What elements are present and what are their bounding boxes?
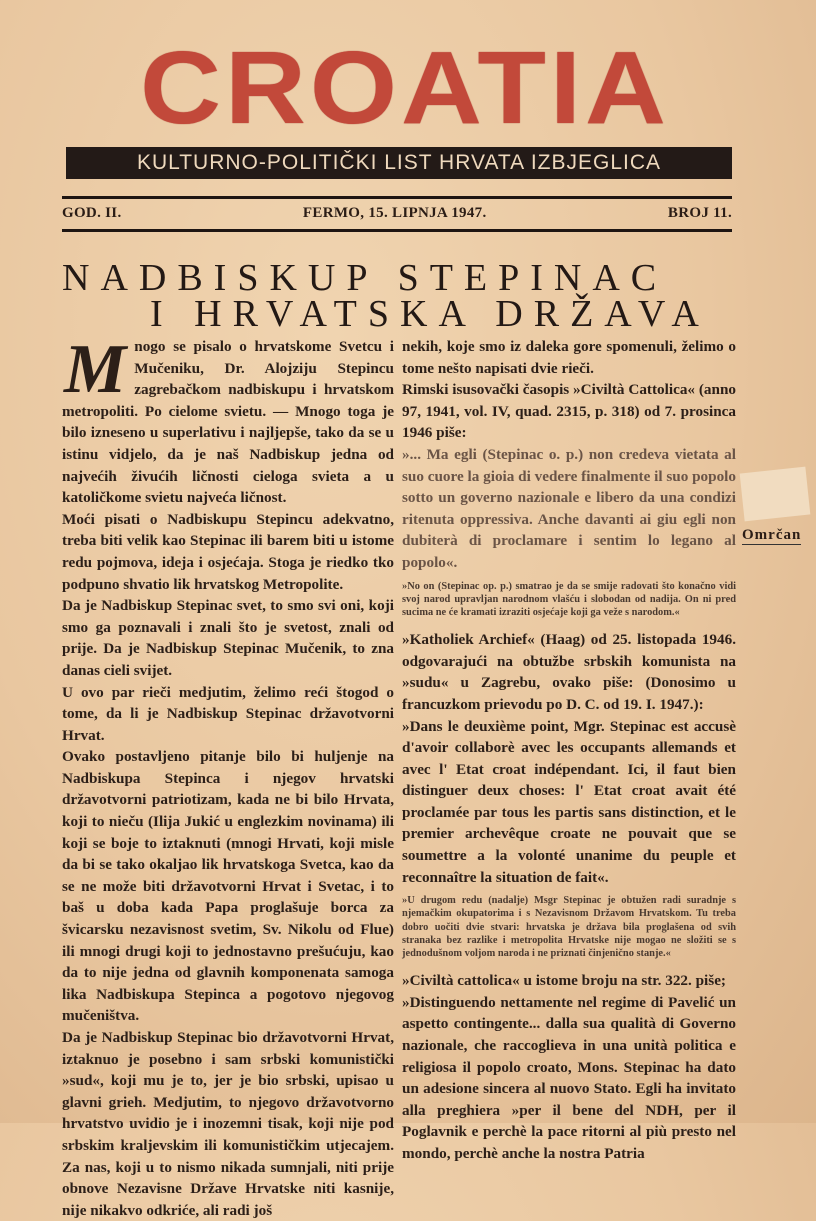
paper-damage-patch: [740, 467, 811, 522]
paragraph: Ovako postavljeno pitanje bilo bi huljenje na Nadbiskupa Stepinca i njegov hrvatski državotvorni patriotizam, kada ne bi bilo Hrvata, koji to nieču (Ilija Jukić u englezkim novinama) ili koji se boje to iztaknuti (mnogi Hrvati, koji misle da bi se tako okaljao lik hrvatskoga Svetca, kao da se ne može biti državotvorni Hrvat i Svetac, i to baš u doba kada Papa proglašuje borca za švicarsku nezavisnost svetim, Sv. Nikolu od Flue) ili mnogi drugi koji to jednostavno prešućuju, kao da to nije jedna od glavnih komponenata samoga lika Nadbiskupa Stepinca a pogotovo njegovog mučeništva.: [62, 748, 394, 1025]
quote-italian: »Distinguendo nettamente nel regime di Pavelić un aspetto contingente... dalla sua qualità di Governo nazionale, che raccoglieva in una unità politica e religiosa il popolo croato, Mons. Stepinac ha dato un adesione sincera al nuovo Stato. Egli ha invitato alla preghiera »per il bene del NDH, per il Poglavnik e perchè la pace ritorni al più presto nel mondo, perchè anche la nostra Patria: [402, 993, 736, 1163]
issue-number: BROJ 11.: [667, 205, 732, 221]
paragraph: nekih, koje smo iz daleka gore spomenuli, želimo o tome nešto napisati dvie rieči.: [402, 338, 736, 377]
paragraph: U ovo par rieči medjutim, želimo reći štogod o tome, da li je Nadbiskup Stepinac državotvorni Hrvat.: [62, 683, 394, 744]
paragraph: [62, 331, 394, 509]
volume: GOD. II.: [62, 205, 122, 221]
masthead-subtitle-banner: KULTURNO-POLITIČKI LIST HRVATA IZBJEGLICA: [66, 147, 732, 179]
drop-cap: M: [64, 331, 127, 408]
article-column-left: [62, 331, 394, 1221]
paragraph: Rimski isusovački časopis »Civiltà Cattolica« (anno 97, 1941, vol. IV, quad. 2315, p. 318) od 7. prosinca 1946 piše:: [402, 381, 736, 442]
issue-meta: [62, 205, 732, 222]
divider: [62, 196, 732, 199]
pasted-fragment: Omrčan: [742, 527, 802, 543]
article-column-right: [402, 336, 736, 1165]
translation-note: »U drugom redu (nadalje) Msgr Stepinac je obtužen radi suradnje s njemačkim okupatorima i s Nezavisnom Državom Hrvatskom. Tu treba dobro uočiti dvie stvari: hrvatska je država bila proglašena od svih stranaka bez razlike i metropolita Hrvatske nije mogao ne složiti se s jednodušnom voljom naroda i ne priznati činjenično stanje.«: [402, 895, 736, 960]
paragraph-text: nogo se pisalo o hrvatskome Svetcu i Mučeniku, Dr. Alojziju Stepincu zagrebačkom nadbiskupu i hrvatskom metropoliti. Po cielome svietu. — Mnogo toga je bilo izneseno u superlativu i najljepše, tako da se u istinu vidjelo, da je naš Nadbiskup jedna od najvećih živućih ličnosti cieloga svieta a u katoličkome svietu najveća ličnost.: [62, 338, 394, 507]
paragraph: Da je Nadbiskup Stepinac bio državotvorni Hrvat, iztaknuo je posebno i sam srbski komunistički »sud«, koji mu je to, jer je bio srbski, upisao u glavni grieh. Medjutim, to njegovo državotvorno hrvatstvo uvidio je i inozemni tisak, koji nije pod srbskim kraljevskim ili komunističkim utjecajem. Za nas, koji u to nismo nikada sumnjali, niti prije obnove Nezavisne Države Hrvatske niti kasnije, nije nikakvo odkriće, ali radi još: [62, 1029, 394, 1219]
place-date: FERMO, 15. LIPNJA 1947.: [302, 205, 487, 221]
translation-note: »No on (Stepinac op. p.) smatrao je da se smije radovati što konačno vidi svoj narod upravljan narodnom vlašću i slobodan od nadija. On ni pred sucima ne će kramati izraziti osjećaje koji ga veže s narodom.«: [402, 580, 736, 618]
paragraph: Da je Nadbiskup Stepinac svet, to smo svi oni, koji smo ga poznavali i znali što je svetost, znali od prije. Da je Nadbiskup Stepinac Mučenik, to zna danas cieli svijet.: [62, 597, 394, 679]
paragraph: »Civiltà cattolica« u istome broju na str. 322. piše;: [402, 972, 726, 990]
paragraph: »Katholiek Archief« (Haag) od 25. listopada 1946. odgovarajući na obtužbe srbskih komunista na »sudu« u Zagrebu, ovako piše: (Donosimo u francuzkom prievodu po D. C. od 19. I. 1947.):: [402, 631, 736, 713]
divider: [62, 229, 732, 232]
quote-italian: »... Ma egli (Stepinac o. p.) non credeva vietata al suo cuore la gioia di vedere finalmente il suo popolo sotto un governo nazionale e libero da una condizi ritenuta oppressiva. Anche davanti ai giu egli non dubiterà di proclamare i sentim lo legano al popolo«.: [402, 445, 736, 571]
quote-french: »Dans le deuxième point, Mgr. Stepinac est accusè d'avoir collaborè avec les occupants allemands et avec l' Etat croat indépendant. Ici, il faut bien distinguer deux choses: l' Etat croat avait été proclamée par tous les partis sans distinction, et le premier archevêque croate ne pouvait que se soumettre a la volonté unanime du peuple et reconnaître la situation de fait«.: [402, 717, 736, 886]
masthead-title: CROATIA: [140, 30, 670, 146]
paragraph: Moći pisati o Nadbiskupu Stepincu adekvatno, treba biti velik kao Stepinac ili barem biti u istome redu pojmova, ideja i osjećaja. Stoga je riedko tko podpuno shvatio lik hrvatskog Metropolite.: [62, 510, 394, 593]
headline-line-1: NADBISKUP STEPINAC: [62, 257, 668, 299]
headline-line-2: I HRVATSKA DRŽAVA: [150, 293, 710, 335]
